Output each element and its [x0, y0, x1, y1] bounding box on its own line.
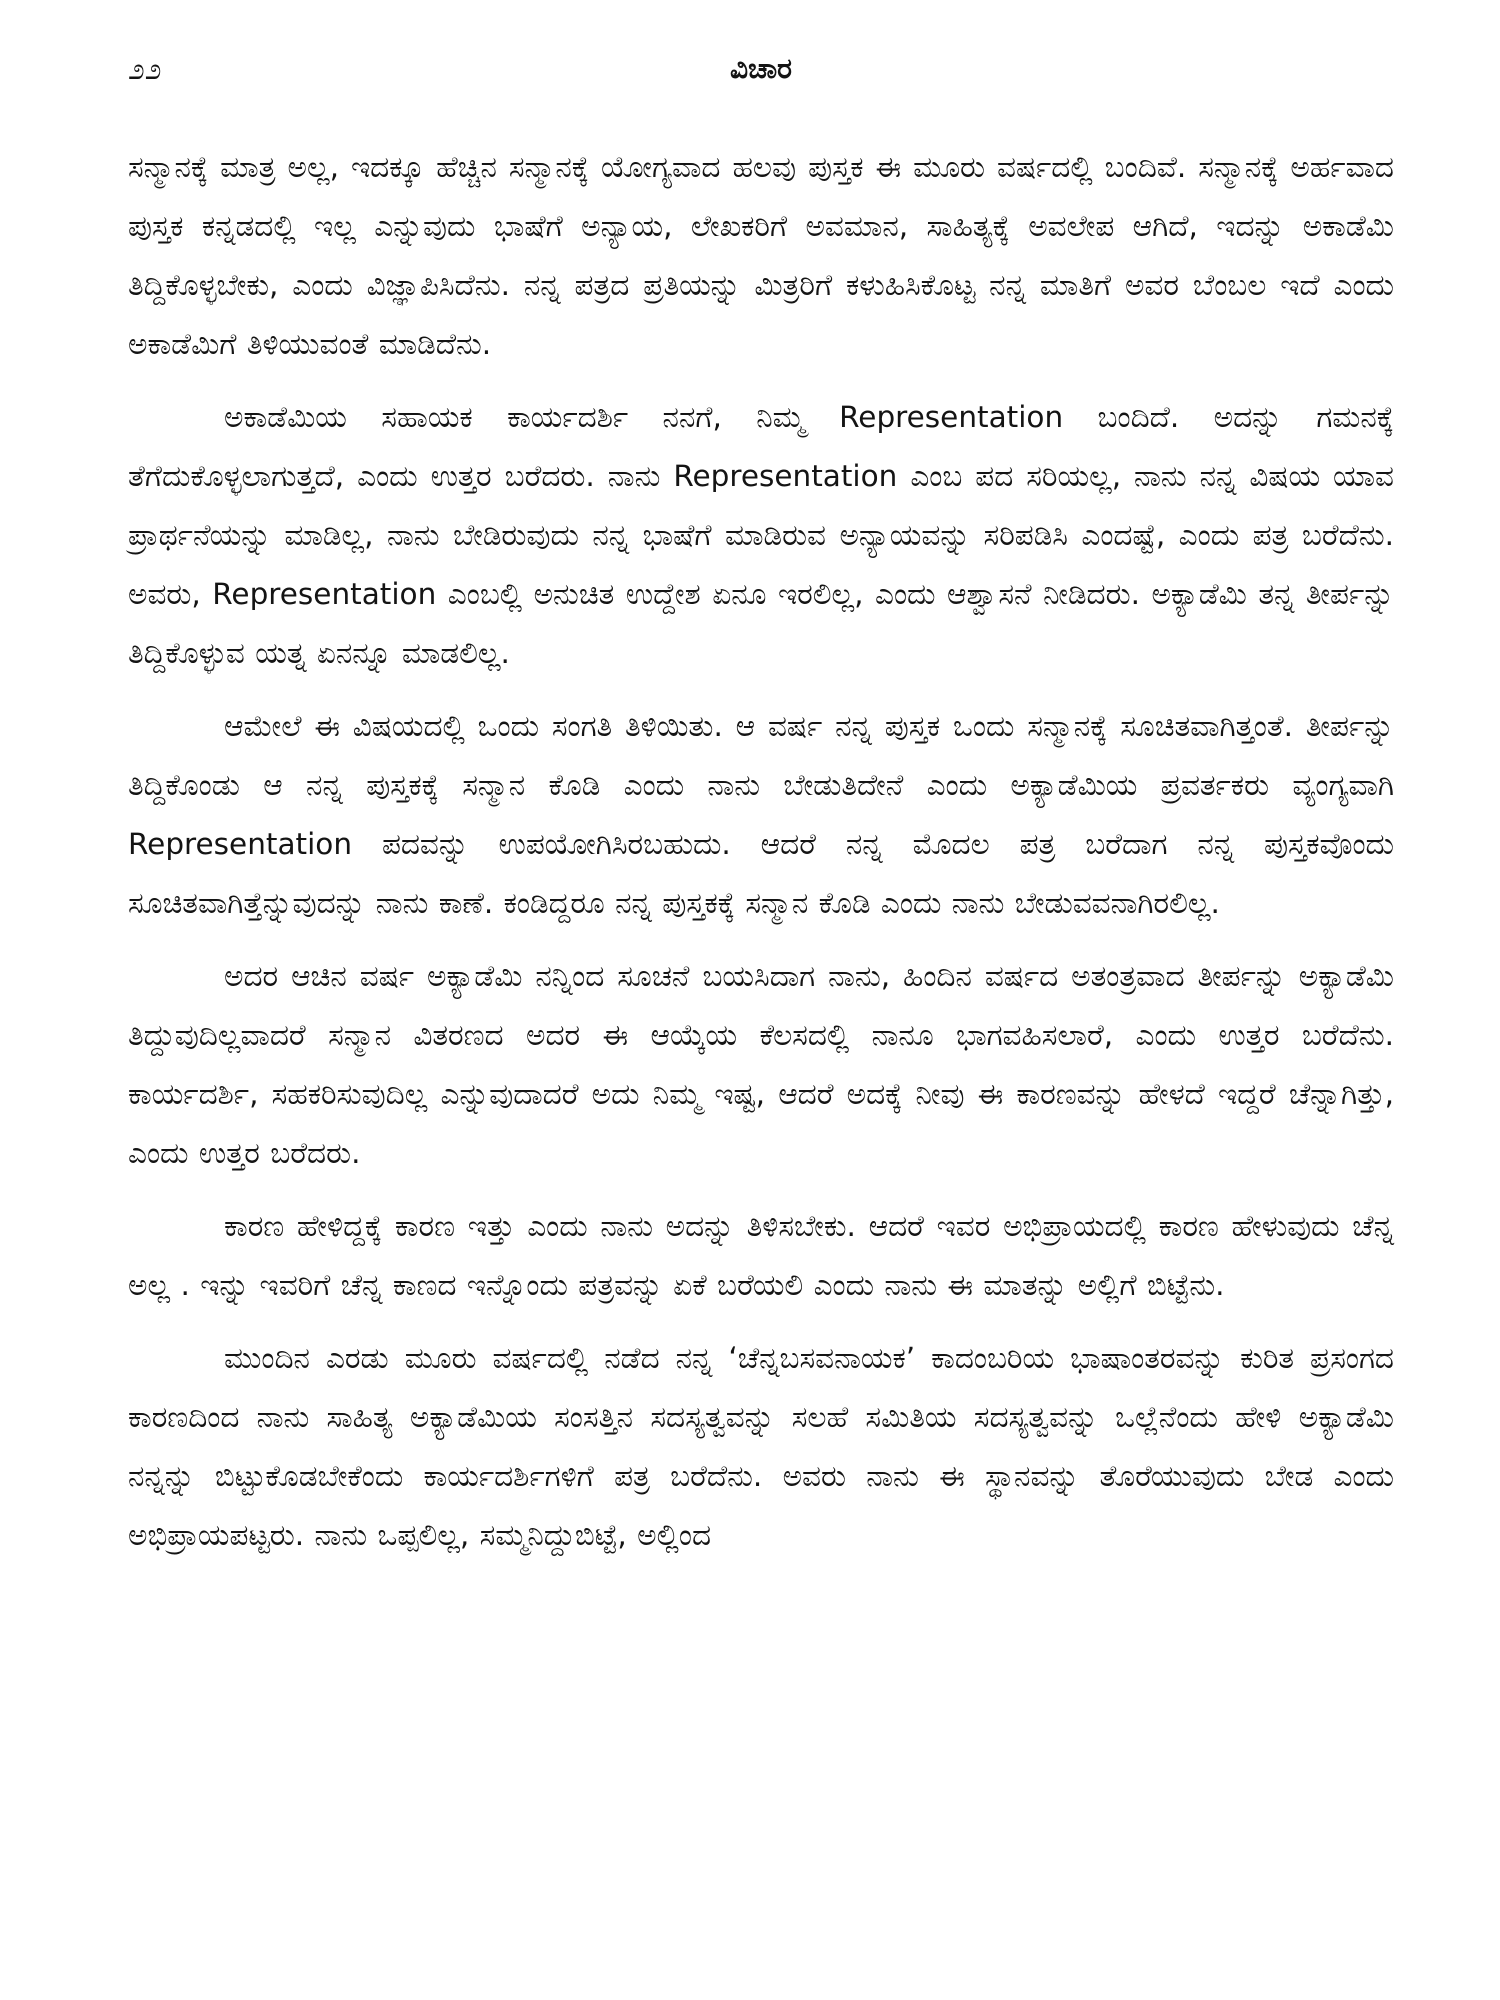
- page-number: ೨೨: [128, 52, 162, 87]
- paragraph-1: ಸನ್ಮಾನಕ್ಕೆ ಮಾತ್ರ ಅಲ್ಲ, ಇದಕ್ಕೂ ಹೆಚ್ಚಿನ ಸನ್ಮಾನಕ್ಕೆ ಯೋಗ್ಯವಾದ ಹಲವು ಪುಸ್ತಕ ಈ ಮೂರು ವರ್ಷದಲ್ಲಿ ಬಂದಿವೆ. ಸನ್ಮಾನಕ್ಕೆ ಅರ್ಹವಾದ ಪುಸ್ತಕ ಕನ್ನಡದಲ್ಲಿ ಇಲ್ಲ ಎನ್ನುವುದು ಭಾಷೆಗೆ ಅನ್ಯಾಯ, ಲೇಖಕರಿಗೆ ಅವಮಾನ, ಸಾಹಿತ್ಯಕ್ಕೆ ಅವಲೇಪ ಆಗಿದೆ, ಇದನ್ನು ಅಕಾಡೆಮಿ ತಿದ್ದಿಕೊಳ್ಳಬೇಕು, ಎಂದು ವಿಜ್ಞಾಪಿಸಿದೆನು. ನನ್ನ ಪತ್ರದ ಪ್ರತಿಯನ್ನು ಮಿತ್ರರಿಗೆ ಕಳುಹಿಸಿಕೊಟ್ಟ ನನ್ನ ಮಾತಿಗೆ ಅವರ ಬೆಂಬಲ ಇದೆ ಎಂದು ಅಕಾಡೆಮಿಗೆ ತಿಳಿಯುವಂತೆ ಮಾಡಿದೆನು.: [128, 150, 1394, 361]
- paragraph-3: ಆಮೇಲೆ ಈ ವಿಷಯದಲ್ಲಿ ಒಂದು ಸಂಗತಿ ತಿಳಿಯಿತು. ಆ ವರ್ಷ ನನ್ನ ಪುಸ್ತಕ ಒಂದು ಸನ್ಮಾನಕ್ಕೆ ಸೂಚಿತವಾಗಿತ್ತಂತೆ. ತೀರ್ಪನ್ನು ತಿದ್ದಿಕೊಂಡು ಆ ನನ್ನ ಪುಸ್ತಕಕ್ಕೆ ಸನ್ಮಾನ ಕೊಡಿ ಎಂದು ನಾನು ಬೇಡುತಿದೇನೆ ಎಂದು ಅಕ್ಯಾಡೆಮಿಯ ಪ್ರವರ್ತಕರು ವ್ಯಂಗ್ಯವಾಗಿ Representation ಪದವನ್ನು ಉಪಯೋಗಿಸಿರಬಹುದು. ಆದರೆ ನನ್ನ ಮೊದಲ ಪತ್ರ ಬರೆದಾಗ ನನ್ನ ಪುಸ್ತಕವೊಂದು ಸೂಚಿತವಾಗಿತ್ತೆನ್ನುವುದನ್ನು ನಾನು ಕಾಣೆ. ಕಂಡಿದ್ದರೂ ನನ್ನ ಪುಸ್ತಕಕ್ಕೆ ಸನ್ಮಾನ ಕೊಡಿ ಎಂದು ನಾನು ಬೇಡುವವನಾಗಿರಲಿಲ್ಲ.: [128, 709, 1394, 920]
- body-text: [128, 138, 1394, 1579]
- page-header: [128, 52, 1394, 102]
- paragraph-6: ಮುಂದಿನ ಎರಡು ಮೂರು ವರ್ಷದಲ್ಲಿ ನಡೆದ ನನ್ನ ‘ಚೆನ್ನಬಸವನಾಯಕ’ ಕಾದಂಬರಿಯ ಭಾಷಾಂತರವನ್ನು ಕುರಿತ ಪ್ರಸಂಗದ ಕಾರಣದಿಂದ ನಾನು ಸಾಹಿತ್ಯ ಅಕ್ಯಾಡೆಮಿಯ ಸಂಸತ್ತಿನ ಸದಸ್ಯತ್ವವನ್ನು ಸಲಹೆ ಸಮಿತಿಯ ಸದಸ್ಯತ್ವವನ್ನು ಒಲ್ಲೆನೆಂದು ಹೇಳಿ ಅಕ್ಯಾಡೆಮಿ ನನ್ನನ್ನು ಬಿಟ್ಟುಕೊಡಬೇಕೆಂದು ಕಾರ್ಯದರ್ಶಿಗಳಿಗೆ ಪತ್ರ ಬರೆದೆನು. ಅವರು ನಾನು ಈ ಸ್ಥಾನವನ್ನು ತೊರೆಯುವುದು ಬೇಡ ಎಂದು ಅಭಿಪ್ರಾಯಪಟ್ಟರು. ನಾನು ಒಪ್ಪಲಿಲ್ಲ, ಸಮ್ಮನಿದ್ದುಬಿಟ್ಟೆ, ಅಲ್ಲಿಂದ: [128, 1341, 1394, 1552]
- paragraph-4: ಅದರ ಆಚಿನ ವರ್ಷ ಅಕ್ಯಾಡೆಮಿ ನನ್ನಿಂದ ಸೂಚನೆ ಬಯಸಿದಾಗ ನಾನು, ಹಿಂದಿನ ವರ್ಷದ ಅತಂತ್ರವಾದ ತೀರ್ಪನ್ನು ಅಕ್ಯಾಡೆಮಿ ತಿದ್ದುವುದಿಲ್ಲವಾದರೆ ಸನ್ಮಾನ ವಿತರಣದ ಅದರ ಈ ಆಯ್ಕೆಯ ಕೆಲಸದಲ್ಲಿ ನಾನೂ ಭಾಗವಹಿಸಲಾರೆ, ಎಂದು ಉತ್ತರ ಬರೆದೆನು. ಕಾರ್ಯದರ್ಶಿ, ಸಹಕರಿಸುವುದಿಲ್ಲ ಎನ್ನುವುದಾದರೆ ಅದು ನಿಮ್ಮ ಇಷ್ಟ, ಆದರೆ ಅದಕ್ಕೆ ನೀವು ಈ ಕಾರಣವನ್ನು ಹೇಳದೆ ಇದ್ದರೆ ಚೆನ್ನಾಗಿತ್ತು, ಎಂದು ಉತ್ತರ ಬರೆದರು.: [128, 959, 1394, 1170]
- paragraph-2: ಅಕಾಡೆಮಿಯ ಸಹಾಯಕ ಕಾರ್ಯದರ್ಶಿ ನನಗೆ, ನಿಮ್ಮ Representation ಬಂದಿದೆ. ಅದನ್ನು ಗಮನಕ್ಕೆ ತೆಗೆದುಕೊಳ್ಳಲಾಗುತ್ತದೆ, ಎಂದು ಉತ್ತರ ಬರೆದರು. ನಾನು Representation ಎಂಬ ಪದ ಸರಿಯಲ್ಲ, ನಾನು ನನ್ನ ವಿಷಯ ಯಾವ ಪ್ರಾರ್ಥನೆಯನ್ನು ಮಾಡಿಲ್ಲ, ನಾನು ಬೇಡಿರುವುದು ನನ್ನ ಭಾಷೆಗೆ ಮಾಡಿರುವ ಅನ್ಯಾಯವನ್ನು ಸರಿಪಡಿಸಿ ಎಂದಷ್ಟೆ, ಎಂದು ಪತ್ರ ಬರೆದೆನು. ಅವರು, Representation ಎಂಬಲ್ಲಿ ಅನುಚಿತ ಉದ್ದೇಶ ಏನೂ ಇರಲಿಲ್ಲ, ಎಂದು ಆಶ್ವಾಸನೆ ನೀಡಿದರು. ಅಕ್ಯಾಡೆಮಿ ತನ್ನ ತೀರ್ಪನ್ನು ತಿದ್ದಿಕೊಳ್ಳುವ ಯತ್ನ ಏನನ್ನೂ ಮಾಡಲಿಲ್ಲ.: [128, 400, 1394, 670]
- paragraph-5: ಕಾರಣ ಹೇಳಿದ್ದಕ್ಕೆ ಕಾರಣ ಇತ್ತು ಎಂದು ನಾನು ಅದನ್ನು ತಿಳಿಸಬೇಕು. ಆದರೆ ಇವರ ಅಭಿಪ್ರಾಯದಲ್ಲಿ ಕಾರಣ ಹೇಳುವುದು ಚೆನ್ನ ಅಲ್ಲ . ಇನ್ನು ಇವರಿಗೆ ಚೆನ್ನ ಕಾಣದ ಇನ್ನೊಂದು ಪತ್ರವನ್ನು ಏಕೆ ಬರೆಯಲಿ ಎಂದು ನಾನು ಈ ಮಾತನ್ನು ಅಲ್ಲಿಗೆ ಬಿಟ್ಟೆನು.: [128, 1209, 1394, 1302]
- running-title: ವಿಚಾರ: [730, 52, 792, 85]
